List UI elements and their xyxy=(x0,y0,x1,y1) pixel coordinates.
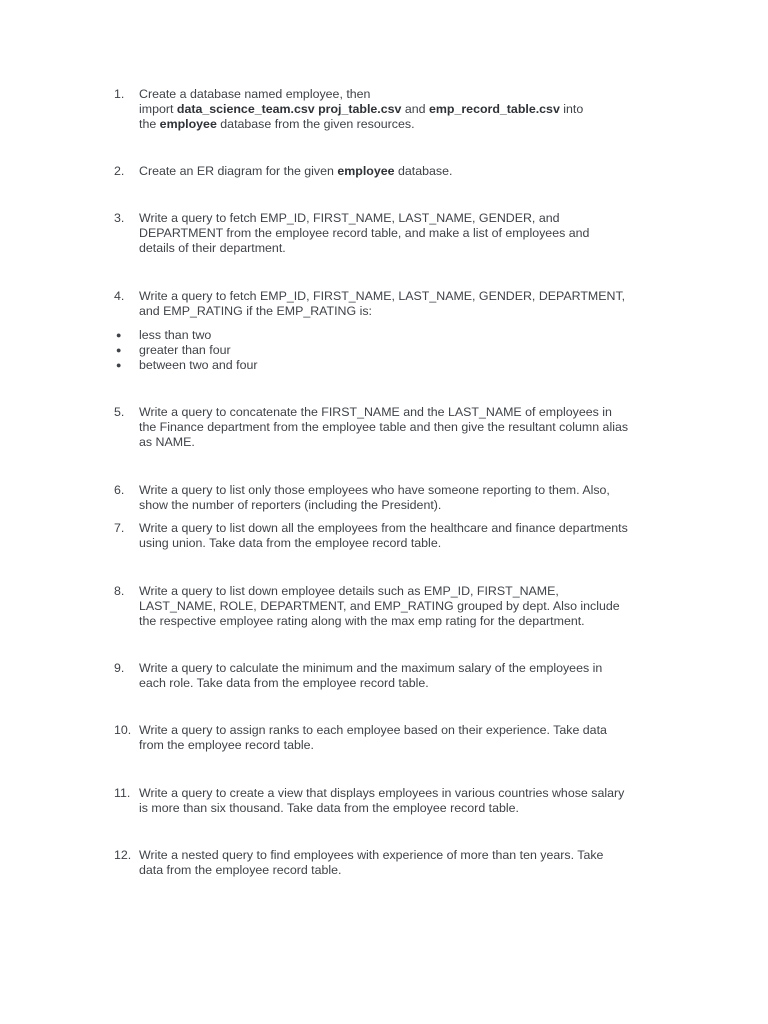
list-item xyxy=(114,521,684,551)
list-item xyxy=(114,584,684,629)
bold-term: employee xyxy=(337,164,395,178)
list-item xyxy=(114,405,684,450)
list-item xyxy=(114,848,684,878)
list-item xyxy=(114,661,684,691)
list-item xyxy=(114,211,684,256)
text-line: using union. Take data from the employee record table. xyxy=(139,536,442,550)
list-item xyxy=(114,786,684,816)
item-text xyxy=(139,661,684,691)
list-item xyxy=(114,289,684,319)
item-text xyxy=(139,521,684,551)
item-number: 7. xyxy=(114,521,125,535)
text-line: Write a nested query to find employees with experience of more than ten years. Take xyxy=(139,848,604,862)
text-line: the employee database from the given resources. xyxy=(139,117,415,131)
text-line: LAST_NAME, ROLE, DEPARTMENT, and EMP_RATING grouped by dept. Also include xyxy=(139,599,620,613)
item-text xyxy=(139,87,684,132)
item-number: 3. xyxy=(114,211,125,225)
text-line: show the number of reporters (including the President). xyxy=(139,498,442,512)
text-line: import data_science_team.csv proj_table.csv and emp_record_table.csv into xyxy=(139,102,584,116)
text-line: Write a query to assign ranks to each employee based on their experience. Take data xyxy=(139,723,607,737)
item-number: 5. xyxy=(114,405,125,419)
item-number: 6. xyxy=(114,483,125,497)
bold-term: emp_record_table.csv xyxy=(428,102,560,116)
item-number: 10. xyxy=(114,723,132,737)
text-line: as NAME. xyxy=(139,435,195,449)
text-line: is more than six thousand. Take data from the employee record table. xyxy=(139,801,519,815)
item-number: 12. xyxy=(114,848,132,862)
list-item xyxy=(114,87,684,132)
text-line: the respective employee rating along with the max emp rating for the department. xyxy=(139,614,585,628)
text-line: data from the employee record table. xyxy=(139,863,342,877)
bullet-dot-icon: ● xyxy=(116,345,122,355)
text-line: Write a query to concatenate the FIRST_NAME and the LAST_NAME of employees in xyxy=(139,405,612,419)
text-line: details of their department. xyxy=(139,241,286,255)
item-number: 11. xyxy=(114,786,131,800)
item-text xyxy=(139,786,684,816)
list-item xyxy=(114,164,684,179)
item-number: 4. xyxy=(114,289,125,303)
text-line: the Finance department from the employee table and then give the resultant column alias xyxy=(139,420,629,434)
item-number: 8. xyxy=(114,584,125,598)
text-line: Write a query to fetch EMP_ID, FIRST_NAME, LAST_NAME, GENDER, DEPARTMENT, xyxy=(139,289,626,303)
text-line: Write a query to list only those employees who have someone reporting to them. Also, xyxy=(139,483,610,497)
text-line: Write a query to calculate the minimum and the maximum salary of the employees in xyxy=(139,661,603,675)
text-line: Create an ER diagram for the given employee database. xyxy=(139,164,453,178)
text-line: Write a query to list down all the employees from the healthcare and finance departments xyxy=(139,521,628,535)
list-item xyxy=(114,483,684,513)
item-number: 9. xyxy=(114,661,125,675)
item-text xyxy=(139,584,684,629)
item-text xyxy=(139,289,684,319)
item-text xyxy=(139,723,684,753)
item-number: 1. xyxy=(114,87,125,101)
text-line: from the employee record table. xyxy=(139,738,314,752)
bullet-item xyxy=(114,358,684,373)
text-line: Write a query to create a view that displays employees in various countries whose salary xyxy=(139,786,625,800)
text-line: DEPARTMENT from the employee record table, and make a list of employees and xyxy=(139,226,590,240)
rating-bullet-list xyxy=(114,328,684,373)
text-line: each role. Take data from the employee record table. xyxy=(139,676,429,690)
text-line: Create a database named employee, then xyxy=(139,87,371,101)
item-text xyxy=(139,164,684,179)
bullet-text: greater than four xyxy=(139,343,231,357)
bold-term: data_science_team.csv proj_table.csv xyxy=(176,102,402,116)
item-text xyxy=(139,848,684,878)
item-text xyxy=(139,211,684,256)
text-line: and EMP_RATING if the EMP_RATING is: xyxy=(139,304,372,318)
bullet-text: less than two xyxy=(139,328,212,342)
bullet-dot-icon: ● xyxy=(116,360,122,370)
item-text xyxy=(139,405,684,450)
bullet-text: between two and four xyxy=(139,358,258,372)
bold-term: employee xyxy=(159,117,217,131)
item-text xyxy=(139,483,684,513)
bullet-dot-icon: ● xyxy=(116,330,122,340)
text-line: Write a query to list down employee details such as EMP_ID, FIRST_NAME, xyxy=(139,584,559,598)
item-number: 2. xyxy=(114,164,125,178)
bullet-item xyxy=(114,328,684,343)
text-line: Write a query to fetch EMP_ID, FIRST_NAME, LAST_NAME, GENDER, and xyxy=(139,211,560,225)
list-item xyxy=(114,723,684,753)
bullet-item xyxy=(114,343,684,358)
